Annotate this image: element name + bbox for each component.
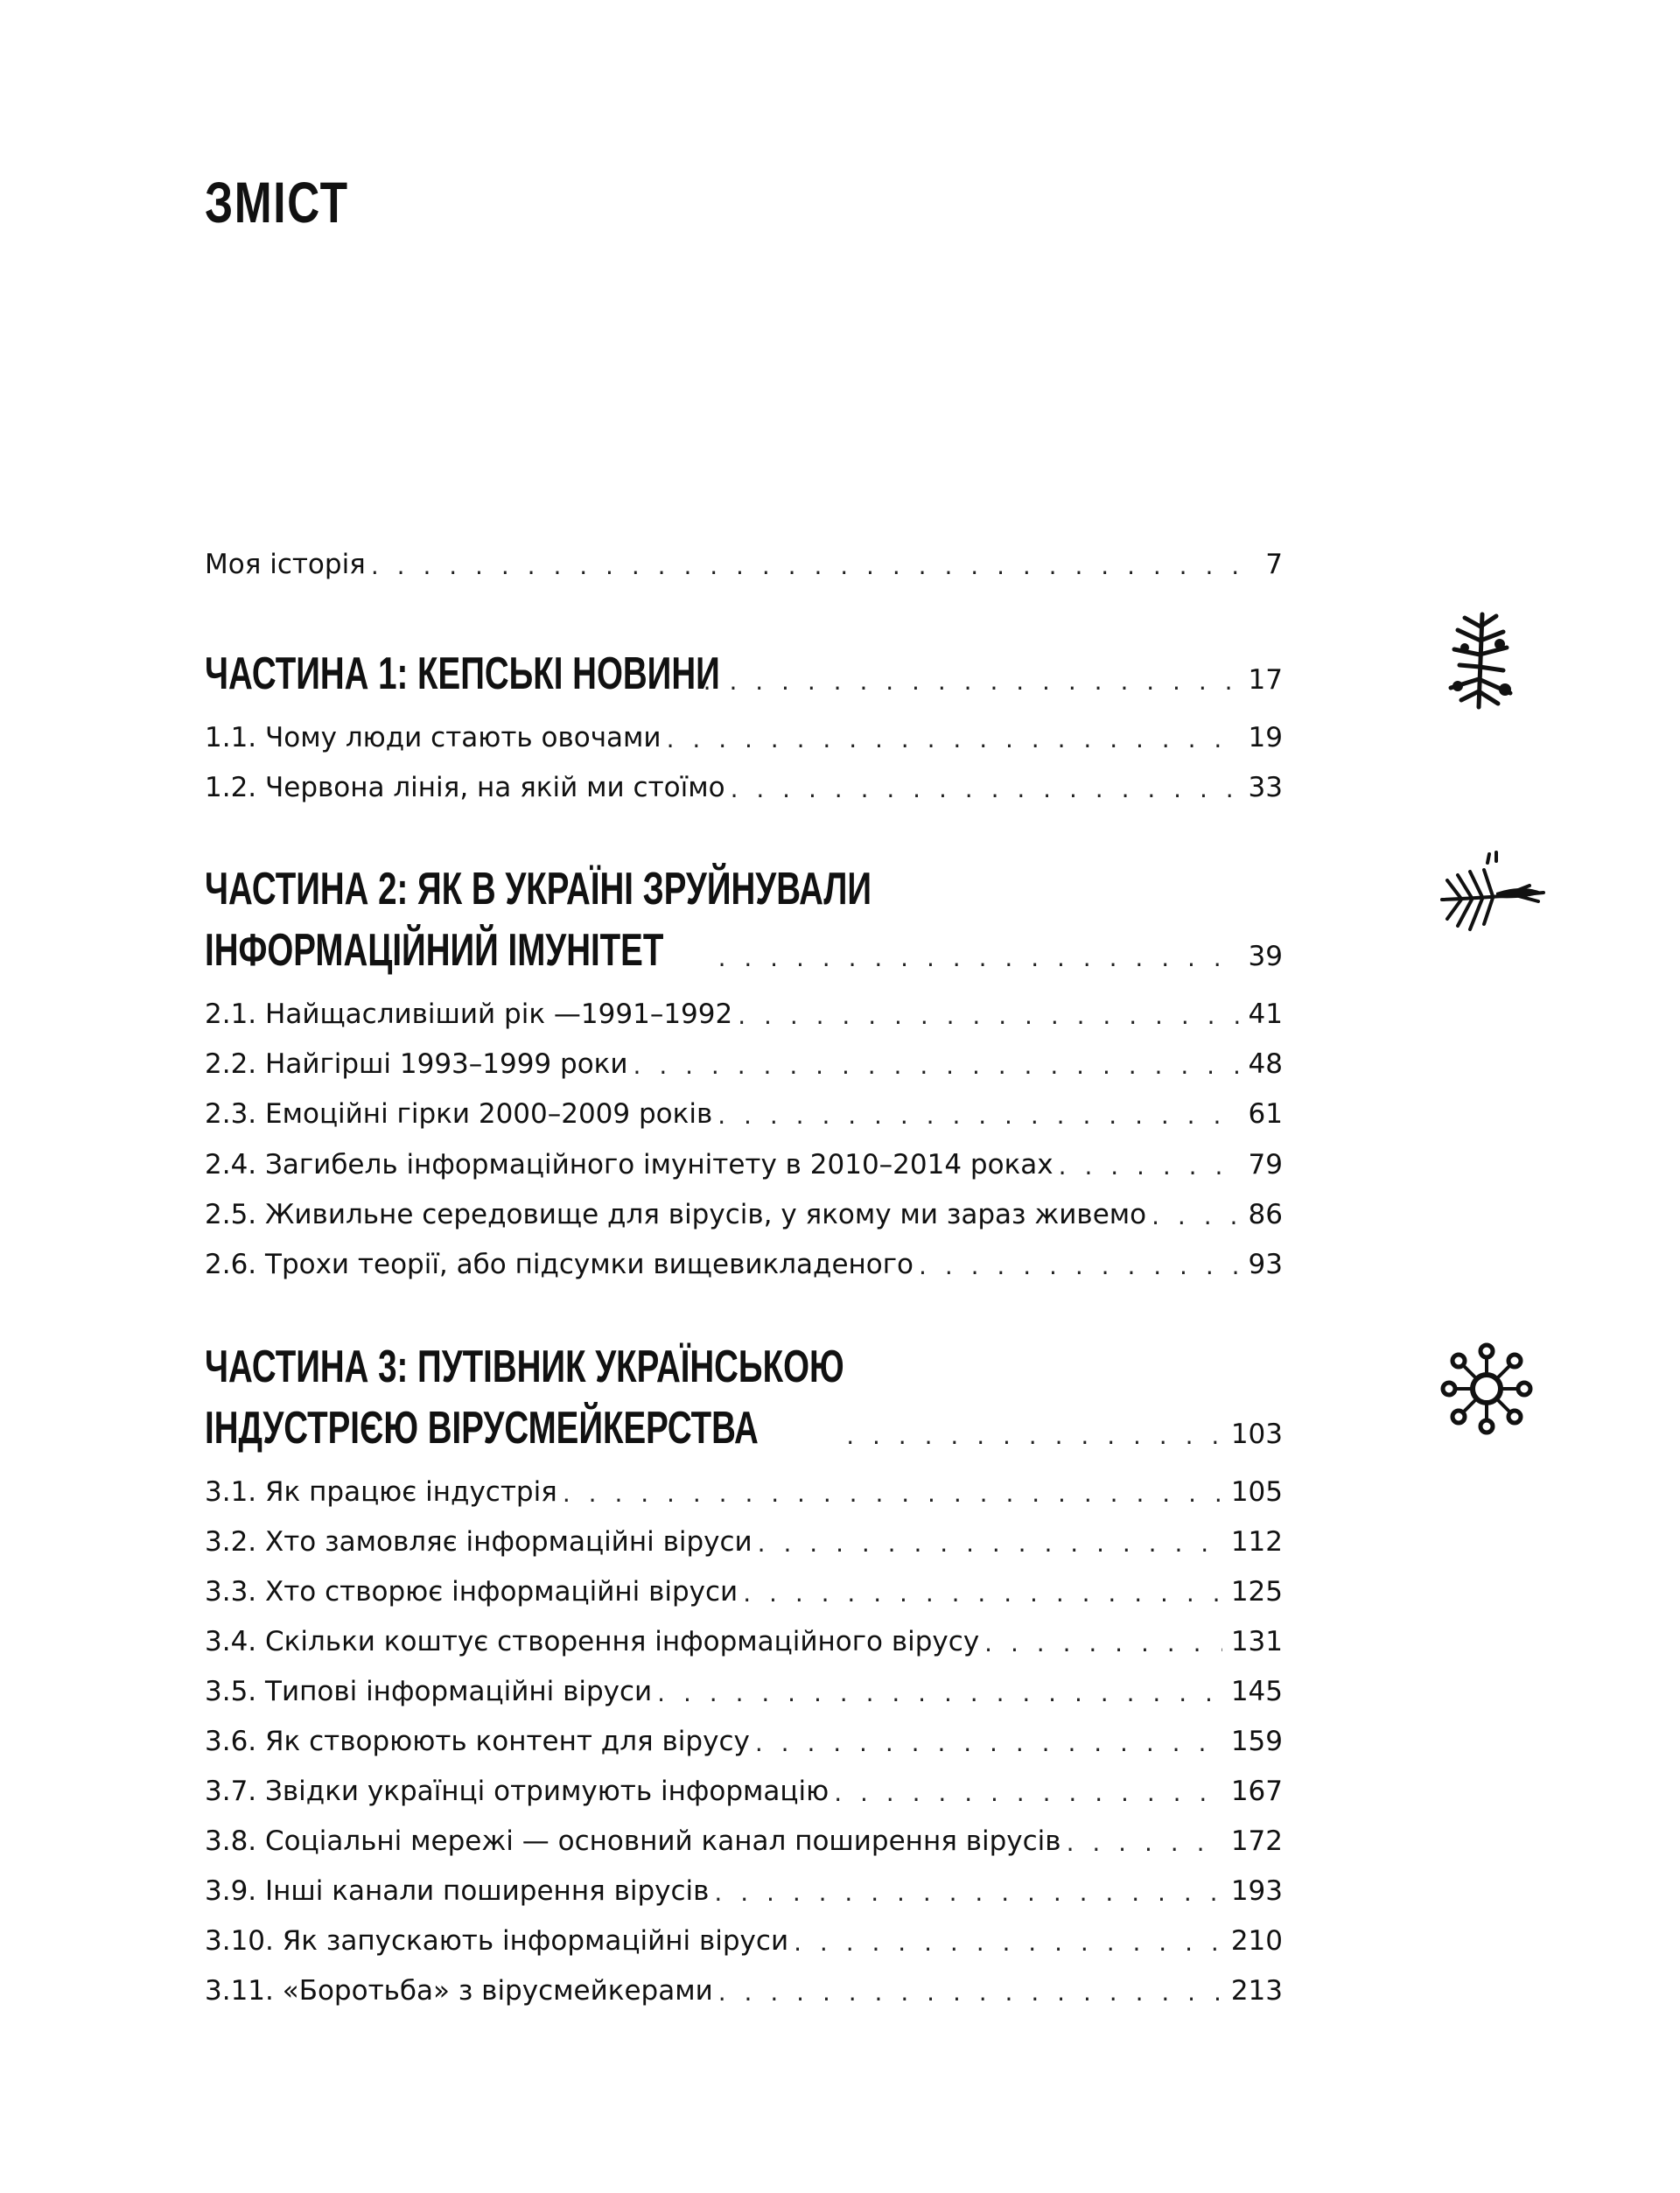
toc-entry[interactable] — [205, 755, 1283, 804]
toc-entry-title: 3.9. Інші канали поширення вірусів — [205, 1874, 710, 1907]
toc-entry[interactable] — [205, 1958, 1283, 2007]
toc-page-number: 193 — [1230, 1874, 1283, 1907]
toc-entry[interactable] — [205, 1559, 1283, 1608]
dot-leader — [731, 774, 1239, 804]
toc-page-number: 103 — [1230, 1418, 1283, 1450]
toc-entry-title: 1.2. Червона лінія, на якій ми стоїмо — [205, 771, 725, 803]
toc-entry-title: 3.11. «Боротьба» з вірусмейкерами — [205, 1974, 713, 2007]
toc-entry[interactable] — [205, 1709, 1283, 1758]
toc-page-number: 33 — [1248, 771, 1283, 803]
toc-page-number: 172 — [1230, 1825, 1283, 1857]
toc-page-number: 131 — [1230, 1625, 1283, 1657]
toc-part-2[interactable] — [205, 912, 1283, 976]
toc-entry[interactable] — [205, 705, 1283, 754]
toc-entry[interactable] — [205, 1510, 1283, 1559]
part-title: ІНФОРМАЦІЙНИЙ ІМУНІТЕТ — [205, 924, 664, 976]
toc-entry[interactable] — [205, 1609, 1283, 1658]
page-title: ЗМІСТ — [205, 170, 349, 235]
toc-part-1[interactable] — [205, 635, 1283, 697]
virus-network-icon — [1438, 1341, 1535, 1437]
toc-page-number: 39 — [1248, 940, 1283, 972]
toc-entry-title: 3.6. Як створюють контент для вірусу — [205, 1725, 750, 1757]
dot-leader — [718, 943, 1239, 973]
toc-page-number: 159 — [1230, 1725, 1283, 1757]
toc-page-number: 41 — [1248, 998, 1283, 1030]
dot-leader — [704, 667, 1239, 697]
toc-entry-title: 2.6. Трохи теорії, або підсумки вищевикладеного — [205, 1248, 914, 1280]
dot-leader — [718, 1978, 1222, 2007]
toc-entry-title: 2.3. Емоційні гірки 2000–2009 років — [205, 1097, 713, 1130]
toc-page-number: 213 — [1230, 1974, 1283, 2007]
toc-page-number: 145 — [1230, 1675, 1283, 1707]
toc-part-3[interactable] — [205, 1390, 1283, 1454]
toc-entry-title: Моя історія — [205, 548, 366, 580]
toc-page-number: 7 — [1265, 548, 1283, 580]
toc-page-number: 210 — [1230, 1924, 1283, 1957]
dot-leader — [714, 1878, 1222, 1908]
toc-page-number: 112 — [1230, 1525, 1283, 1558]
toc-entry[interactable] — [205, 1909, 1283, 1958]
dot-leader — [738, 1001, 1239, 1031]
toc-entry[interactable] — [205, 1859, 1283, 1908]
dot-leader — [657, 1678, 1222, 1708]
toc-entry-title: 3.2. Хто замовляє інформаційні віруси — [205, 1525, 752, 1558]
toc-page-number: 93 — [1248, 1248, 1283, 1280]
toc-entry-title: 3.4. Скільки коштує створення інформаційного вірусу — [205, 1625, 980, 1657]
toc-entry-title: 1.1. Чому люди стають овочами — [205, 721, 662, 753]
dot-leader — [846, 1421, 1222, 1451]
toc-entry-title: 3.3. Хто створює інформаційні віруси — [205, 1575, 738, 1608]
toc-entry[interactable] — [205, 982, 1283, 1031]
dot-leader — [1152, 1202, 1239, 1231]
toc-entry[interactable] — [205, 1082, 1283, 1131]
plant-sprig-icon — [1438, 609, 1522, 712]
dot-leader — [1059, 1152, 1239, 1181]
toc-entry-intro[interactable] — [205, 532, 1283, 581]
dot-leader — [667, 725, 1239, 754]
toc-entry-title: 3.7. Звідки українці отримують інформацію — [205, 1775, 830, 1807]
feather-branch-icon — [1435, 849, 1549, 942]
toc-entry[interactable] — [205, 1460, 1283, 1509]
toc-entry[interactable] — [205, 1032, 1283, 1081]
toc-entry-title: 2.4. Загибель інформаційного імунітету в 2010–2014 роках — [205, 1148, 1054, 1181]
toc-entry[interactable] — [205, 1809, 1283, 1858]
part-title: ЧАСТИНА 1: КЕПСЬКІ НОВИНИ — [205, 648, 720, 699]
dot-leader — [371, 551, 1239, 581]
toc-page-number: 86 — [1248, 1198, 1283, 1230]
dot-leader — [1067, 1828, 1222, 1858]
toc-page-number: 48 — [1248, 1047, 1283, 1080]
dot-leader — [755, 1728, 1222, 1758]
part-title: ІНДУСТРІЄЮ ВІРУСМЕЙКЕРСТВА — [205, 1402, 759, 1454]
part-title-line: ЧАСТИНА 3: ПУТІВНИК УКРАЇНСЬКОЮ — [205, 1342, 844, 1392]
dot-leader — [984, 1629, 1222, 1658]
toc-entry-title: 3.8. Соціальні мережі — основний канал поширення вірусів — [205, 1825, 1061, 1857]
toc-page-number: 125 — [1230, 1575, 1283, 1608]
toc-entry-title: 2.5. Живильне середовище для вірусів, у якому ми зараз живемо — [205, 1198, 1147, 1230]
toc-entry-title: 3.10. Як запускають інформаційні віруси — [205, 1924, 789, 1957]
toc-entry-title: 2.2. Найгірші 1993–1999 роки — [205, 1047, 628, 1080]
toc-entry-title: 2.1. Найщасливіший рік —1991–1992 — [205, 998, 733, 1030]
toc-entry[interactable] — [205, 1759, 1283, 1808]
toc-entry-title: 3.5. Типові інформаційні віруси — [205, 1675, 653, 1707]
dot-leader — [794, 1928, 1222, 1958]
dot-leader — [634, 1051, 1239, 1081]
toc-entry[interactable] — [205, 1232, 1283, 1281]
toc-entry[interactable] — [205, 1659, 1283, 1708]
dot-leader — [563, 1479, 1222, 1509]
toc-page-number: 17 — [1248, 663, 1283, 696]
toc-page-number: 61 — [1248, 1097, 1283, 1130]
toc-entry[interactable] — [205, 1182, 1283, 1231]
toc-page-number: 19 — [1248, 721, 1283, 753]
dot-leader — [758, 1529, 1222, 1559]
dot-leader — [743, 1579, 1222, 1608]
toc-page-number: 167 — [1230, 1775, 1283, 1807]
dot-leader — [919, 1251, 1239, 1281]
toc-entry[interactable] — [205, 1132, 1283, 1181]
toc-page-number: 79 — [1248, 1148, 1283, 1181]
dot-leader — [718, 1101, 1239, 1131]
dot-leader — [834, 1778, 1222, 1808]
toc-page-number: 105 — [1230, 1475, 1283, 1508]
toc-entry-title: 3.1. Як працює індустрія — [205, 1475, 557, 1508]
part-title-line: ЧАСТИНА 2: ЯК В УКРАЇНІ ЗРУЙНУВАЛИ — [205, 864, 872, 914]
